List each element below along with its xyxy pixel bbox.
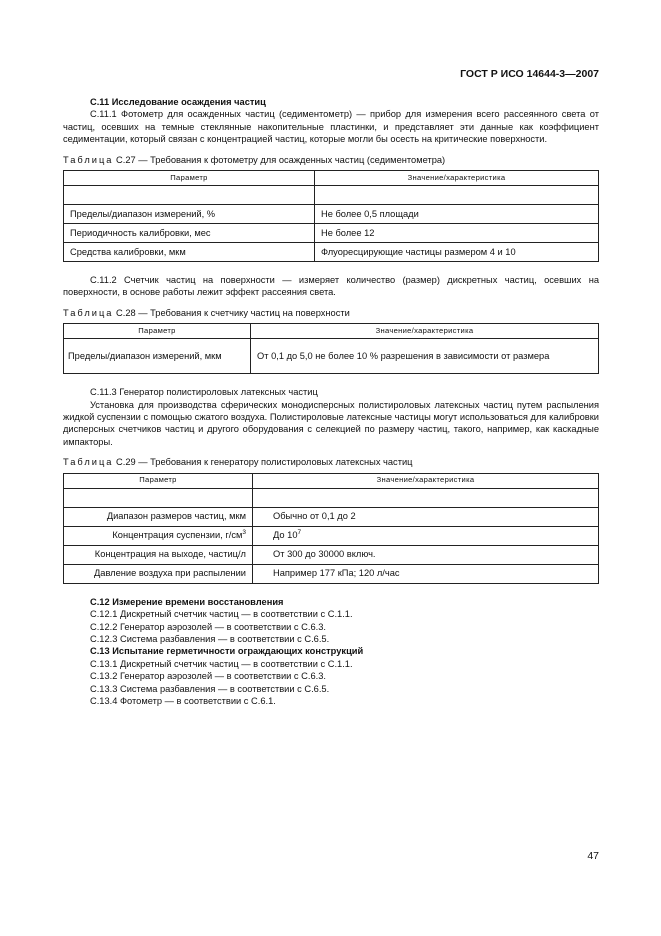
table-c28-title: С.28 — Требования к счетчику частиц на поверхности — [116, 307, 350, 318]
spacer — [64, 186, 315, 205]
list-item: С.12.3 Система разбавления — в соответствии с С.6.5. — [90, 633, 330, 644]
param-cell: Пределы/диапазон измерений, % — [64, 205, 315, 224]
table-c28-caption — [63, 307, 599, 319]
table-c27 — [63, 170, 599, 262]
value-cell: Флуоресцирующие частицы размером 4 и 10 — [315, 243, 599, 262]
table-c28 — [63, 323, 599, 374]
value-cell: От 300 до 30000 включ. — [253, 545, 599, 564]
table-c27-caption — [63, 154, 599, 166]
spacer — [64, 488, 253, 507]
spacer — [315, 186, 599, 205]
section-c12-title: С.12 Измерение времени восстановления — [90, 596, 284, 607]
table-c29-title: С.29 — Требования к генератору полистироловых латексных частиц — [116, 457, 413, 468]
value-cell: Например 177 кПа; 120 л/час — [253, 564, 599, 583]
table-c27-title: С.27 — Требования к фотометру для осажденных частиц (седиментометра) — [116, 154, 446, 165]
table-word: Таблица — [63, 307, 114, 318]
list-item: С.13.2 Генератор аэрозолей — в соответствии с С.6.3. — [90, 671, 326, 682]
table-row — [64, 224, 599, 243]
column-header-value: Значение/характеристика — [315, 171, 599, 186]
page-number: 47 — [587, 850, 599, 862]
value-cell: Обычно от 0,1 до 2 — [253, 507, 599, 526]
column-header-parameter: Параметр — [64, 324, 251, 339]
value-cell: Не более 0,5 площади — [315, 205, 599, 224]
column-header-parameter: Параметр — [64, 473, 253, 488]
list-item: С.12.1 Дискретный счетчик частиц — в соответствии с С.1.1. — [90, 609, 353, 620]
column-header-parameter: Параметр — [64, 171, 315, 186]
param-cell: Давление воздуха при распылении — [64, 564, 253, 583]
table-row — [64, 205, 599, 224]
list-item: С.13.4 Фотометр — в соответствии с С.6.1. — [90, 695, 276, 706]
section-c11-3-title: С.11.3 Генератор полистироловых латексных частиц — [90, 387, 318, 398]
param-cell — [64, 526, 253, 545]
value-text: До 10 — [273, 530, 298, 541]
spacer — [253, 488, 599, 507]
section-c13-title: С.13 Испытание герметичности ограждающих конструкций — [90, 646, 364, 657]
param-cell: Средства калибровки, мкм — [64, 243, 315, 262]
list-item: С.13.1 Дискретный счетчик частиц — в соответствии с С.1.1. — [90, 658, 353, 669]
table-row — [64, 564, 599, 583]
section-c11-1-text: С.11.1 Фотометр для осажденных частиц (седиментометр) — прибор для измерения всего рассеянного света от частиц, осевших на темные стеклянные накопительные пластинки, и представляет эти данные как коэффициент седиментации, который связан с концентрацией частиц, которые могли бы осесть на критические поверхности. — [63, 109, 599, 145]
standard-code: ГОСТ Р ИСО 14644-3—2007 — [460, 68, 599, 80]
page-content — [63, 96, 599, 707]
table-word: Таблица — [63, 457, 114, 468]
table-row — [64, 545, 599, 564]
section-c11-3-text: Установка для производства сферических монодисперсных полистироловых латексных частиц путем распыления жидкой суспензии с помощью сжатого воздуха. Полистироловые латексные частицы могут использоваться для калибровки дисперсных счетчиков частиц и другого оборудования с селекцией по размеру частиц, такого, например, как каскадные импакторы. — [63, 399, 599, 447]
column-header-value: Значение/характеристика — [251, 324, 599, 339]
table-word: Таблица — [63, 154, 114, 165]
param-cell: Пределы/диапазон измерений, мкм — [64, 339, 251, 374]
param-cell: Диапазон размеров частиц, мкм — [64, 507, 253, 526]
table-c29 — [63, 473, 599, 584]
table-row — [64, 526, 599, 545]
value-cell: Не более 12 — [315, 224, 599, 243]
param-cell: Периодичность калибровки, мес — [64, 224, 315, 243]
value-cell — [253, 526, 599, 545]
list-item: С.12.2 Генератор аэрозолей — в соответствии с С.6.3. — [90, 621, 326, 632]
param-cell: Концентрация на выходе, частиц/л — [64, 545, 253, 564]
table-row — [64, 243, 599, 262]
superscript: 7 — [297, 529, 302, 537]
table-row — [64, 339, 599, 374]
value-cell: От 0,1 до 5,0 не более 10 % разрешения в зависимости от размера — [251, 339, 599, 374]
superscript: 3 — [242, 529, 246, 537]
column-header-value: Значение/характеристика — [253, 473, 599, 488]
section-c11-2-text: С.11.2 Счетчик частиц на поверхности — измеряет количество (размер) дискретных частиц, осевших на поверхности, в основе работы лежит эффект рассеяния света. — [63, 275, 599, 298]
list-item: С.13.3 Система разбавления — в соответствии с С.6.5. — [90, 683, 330, 694]
section-c11-title: С.11 Исследование осаждения частиц — [90, 97, 266, 107]
table-row — [64, 507, 599, 526]
param-text: Концентрация суспензии, г/см — [112, 530, 243, 541]
table-c29-caption — [63, 456, 599, 468]
